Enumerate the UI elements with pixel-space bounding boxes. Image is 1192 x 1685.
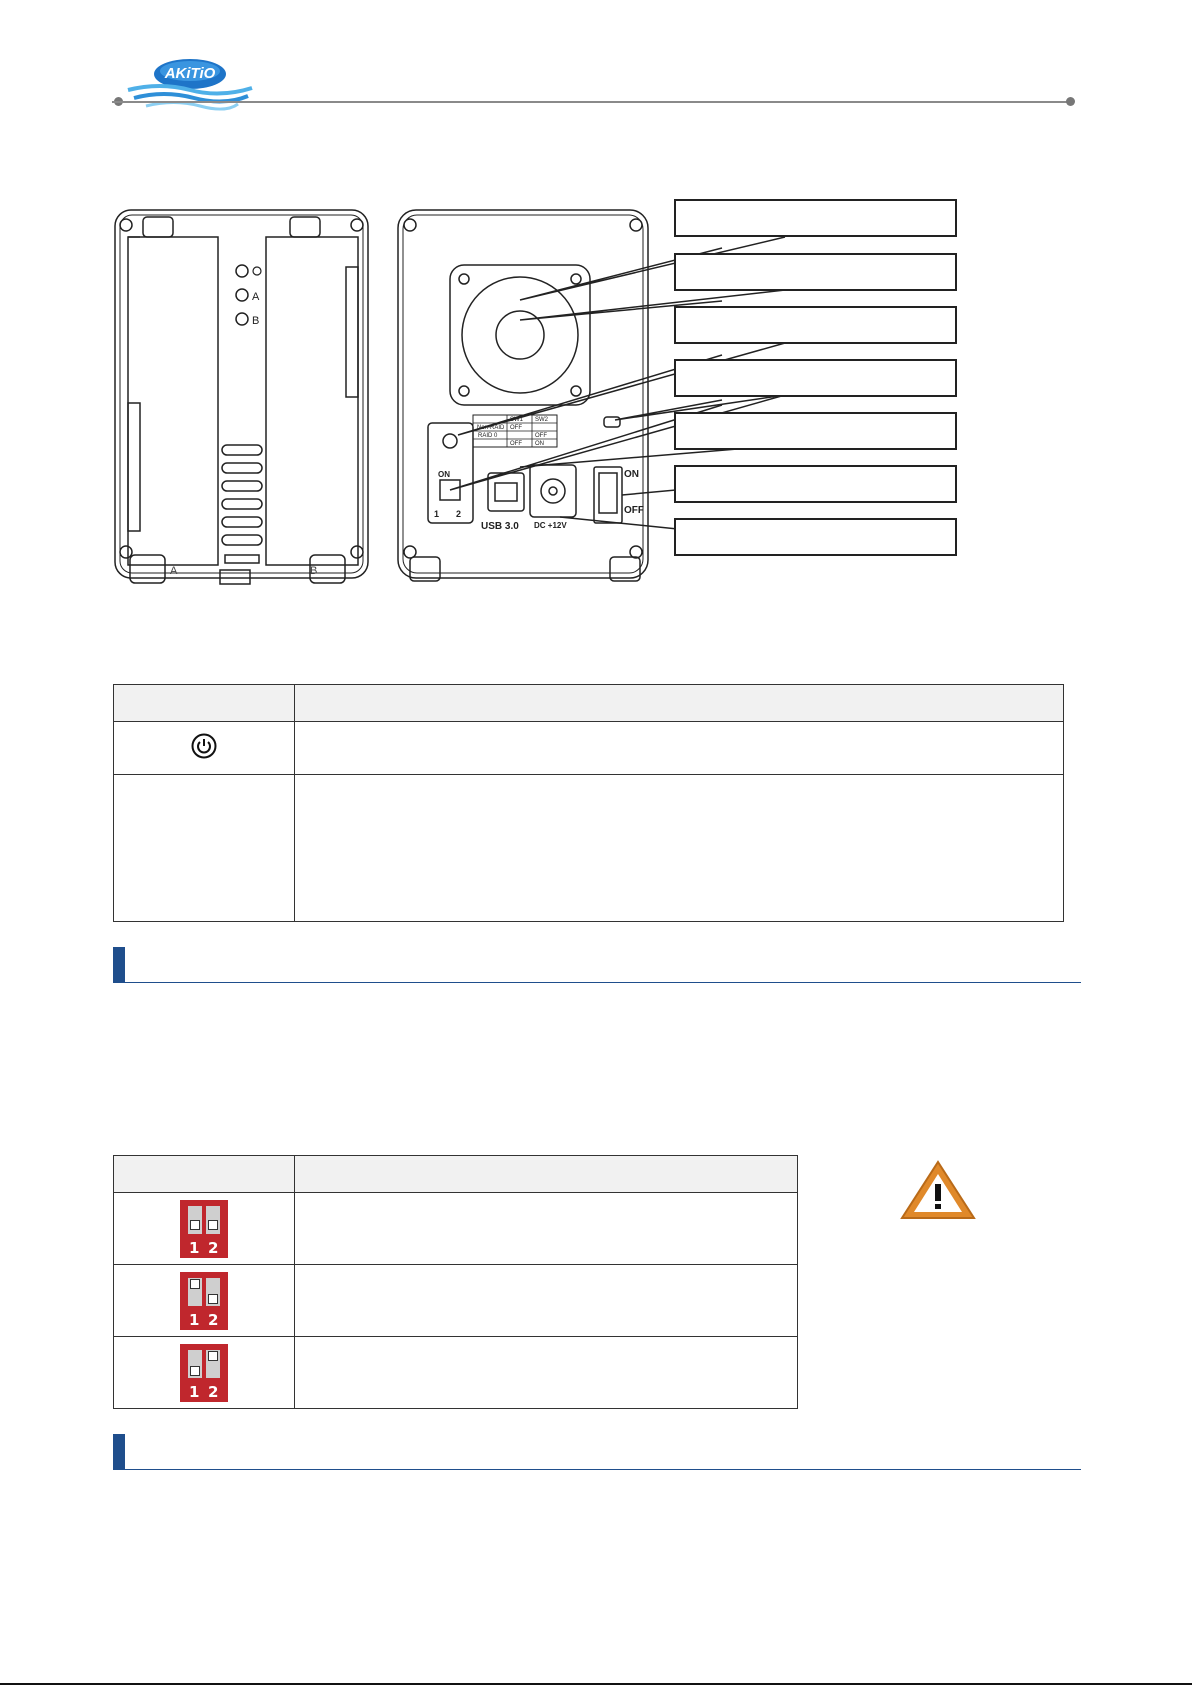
- header-rule: [112, 101, 1072, 103]
- dip-switch-table: [113, 1155, 798, 1409]
- rear-view: [398, 210, 648, 581]
- table-row: [114, 1337, 798, 1409]
- callout-box-1: [674, 199, 957, 237]
- section-rule: [113, 982, 1081, 983]
- usb-label: USB 3.0: [481, 521, 519, 532]
- section-heading-1: [113, 947, 1081, 983]
- table-header-row: [114, 1156, 798, 1193]
- power-icon: [191, 733, 217, 759]
- bay-a-label: A: [170, 565, 178, 577]
- table-header-cell: [114, 1156, 295, 1193]
- dip-num-2: 2: [456, 509, 462, 519]
- table-cell: [295, 1193, 798, 1265]
- sw-table-nonraid: Non-RAID: [477, 425, 505, 431]
- power-off-label: OFF: [624, 505, 644, 516]
- warning-icon: [898, 1158, 978, 1222]
- sw-table-on: ON: [535, 441, 544, 447]
- table-row: [114, 775, 1064, 922]
- dip-switch-icon-1down-2up: 1 2: [180, 1344, 228, 1402]
- callout-box-5: [674, 412, 957, 450]
- dip-num-1: 1: [434, 509, 440, 519]
- device-diagram: [110, 205, 1015, 605]
- table-row: [114, 722, 1064, 775]
- header-dot-right: [1066, 97, 1075, 106]
- section-accent-bar: [113, 947, 125, 983]
- callout-box-7: [674, 518, 957, 556]
- callout-box-2: [674, 253, 957, 291]
- callout-box-4: [674, 359, 957, 397]
- dip-on-label: ON: [438, 470, 450, 479]
- table-cell: [295, 775, 1064, 922]
- led-table: [113, 684, 1064, 922]
- table-row: [114, 1265, 798, 1337]
- bay-b-label: B: [310, 565, 318, 577]
- section-heading-2: [113, 1434, 1081, 1470]
- table-header-cell: [295, 685, 1064, 722]
- dip-switch-icon-1up-2down: 1 2: [180, 1272, 228, 1330]
- sw-table-sw2: SW2: [535, 417, 549, 423]
- front-view: [115, 210, 368, 584]
- sw-table-off2: OFF: [535, 433, 547, 439]
- section-rule: [113, 1469, 1081, 1470]
- front-led-a-label: A: [252, 291, 260, 303]
- table-header-cell: [295, 1156, 798, 1193]
- sw-table-off3: OFF: [510, 441, 522, 447]
- dc-label: DC +12V: [534, 521, 567, 530]
- section-accent-bar: [113, 1434, 125, 1470]
- sw-table-sw1: SW1: [510, 417, 524, 423]
- table-header-row: [114, 685, 1064, 722]
- table-cell: [295, 1337, 798, 1409]
- table-header-cell: [114, 685, 295, 722]
- table-cell: [295, 722, 1064, 775]
- power-on-label: ON: [624, 469, 639, 480]
- sw-table-raid0: RAID 0: [478, 433, 498, 439]
- sw-table-off1: OFF: [510, 425, 522, 431]
- callout-box-3: [674, 306, 957, 344]
- front-led-b-label: B: [252, 315, 260, 327]
- table-cell: [114, 775, 295, 922]
- callout-box-6: [674, 465, 957, 503]
- table-row: [114, 1193, 798, 1265]
- brand-logo: [120, 52, 260, 114]
- logo-text: AKiTiO: [164, 65, 216, 82]
- table-cell: [295, 1265, 798, 1337]
- dip-switch-icon-both-up: 1 2: [180, 1200, 228, 1258]
